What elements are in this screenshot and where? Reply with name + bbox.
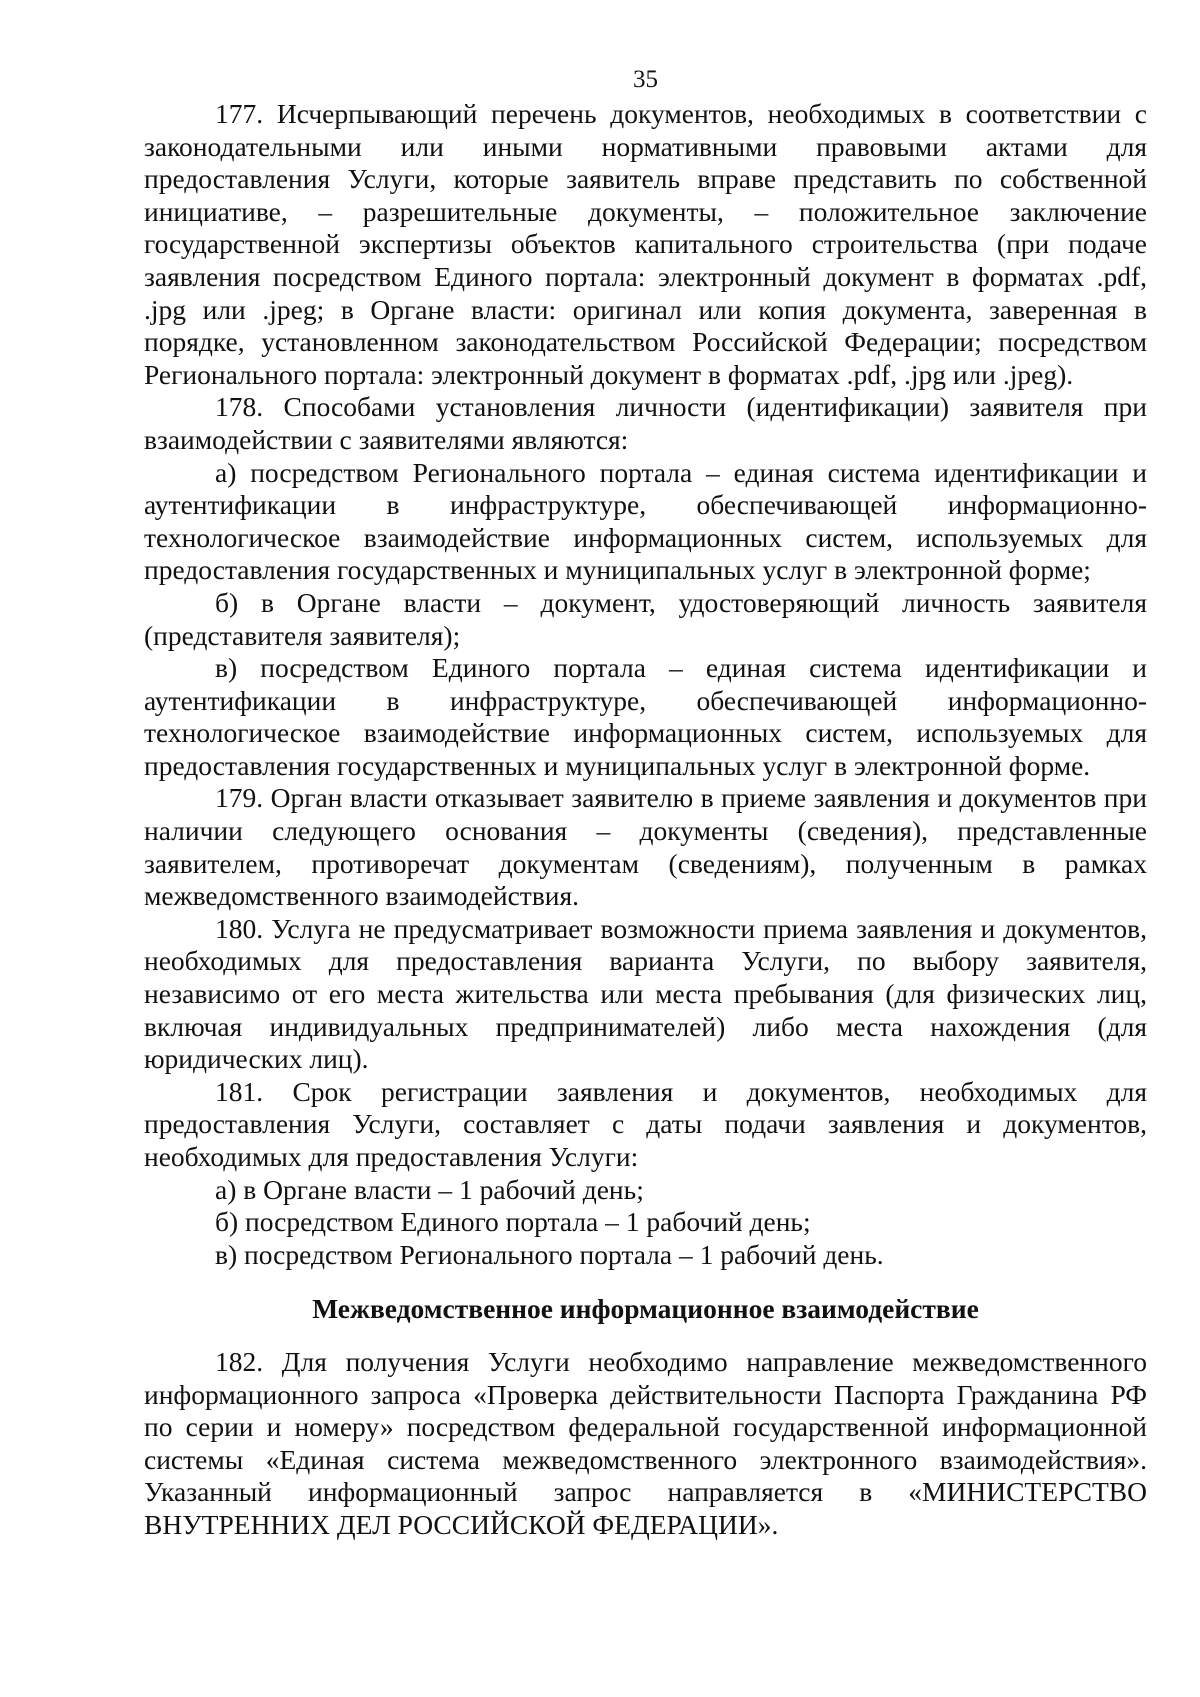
paragraph-181-item-b: б) посредством Единого портала – 1 рабочий день; [215,1206,811,1238]
paragraph-181-item-c: в) посредством Регионального портала – 1 рабочий день. [215,1238,884,1270]
paragraph-179: 179. Орган власти отказывает заявителю в приеме заявления и документов при наличии следующего основания – документы (сведения), представленные заявителем, противоречат документам (сведениям), полученным в рамках межведомственного взаимодействия. [144,782,1147,912]
page-number: 35 [633,66,658,93]
paragraph-178-item-b: б) в Органе власти – документ, удостоверяющий личность заявителя (представителя заявителя); [144,586,1147,651]
paragraph-181-item-a: а) в Органе власти – 1 рабочий день; [215,1173,644,1205]
paragraph-178: 178. Способами установления личности (идентификации) заявителя при взаимодействии с заявителями являются: [144,391,1147,455]
paragraph-178-item-c: в) посредством Единого портала – единая система идентификации и аутентификации в инфраструктуре, обеспечивающей информационно-технологическое взаимодействие информационных систем, используемых для предоставления государственных и муниципальных услуг в электронной форме. [144,652,1147,781]
section-heading: Межведомственное информационное взаимодействие [312,1293,979,1325]
document-page [144,64,1147,1542]
paragraph-180: 180. Услуга не предусматривает возможности приема заявления и документов, необходимых для предоставления варианта Услуги, по выбору заявителя, независимо от его места жительства или места пребывания (для физических лиц, включая индивидуальных предпринимателей) либо места нахождения (для юридических лиц). [144,912,1147,1075]
paragraph-177: 177. Исчерпывающий перечень документов, необходимых в соответствии с законодательными или иными нормативными правовыми актами для предоставления Услуги, которые заявитель вправе представить по собственной инициативе, – разрешительные документы, – положительное заключение государственной экспертизы объектов капитального строительства (при подаче заявления посредством Единого портала: электронный документ в форматах .pdf, .jpg или .jpeg; в Органе власти: оригинал или копия документа, заверенная в порядке, установленном законодательством Российской Федерации; посредством Регионального портала: электронный документ в форматах .pdf, .jpg или .jpeg). [144,98,1147,390]
paragraph-182: 182. Для получения Услуги необходимо направление межведомственного информационного запроса «Проверка действительности Паспорта Гражданина РФ по серии и номеру» посредством федеральной государственной информационной системы «Единая система межведомственного электронного взаимодействия». Указанный информационный запрос направляется в «МИНИСТЕРСТВО ВНУТРЕННИХ ДЕЛ РОССИЙСКОЙ ФЕДЕРАЦИИ». [144,1345,1147,1540]
paragraph-178-item-a: а) посредством Регионального портала – единая система идентификации и аутентификации в инфраструктуре, обеспечивающей информационно-технологическое взаимодействие информационных систем, используемых для предоставления государственных и муниципальных услуг в электронной форме; [144,456,1147,586]
paragraph-181: 181. Срок регистрации заявления и документов, необходимых для предоставления Услуги, составляет с даты подачи заявления и документов, необходимых для предоставления Услуги: [144,1075,1147,1172]
